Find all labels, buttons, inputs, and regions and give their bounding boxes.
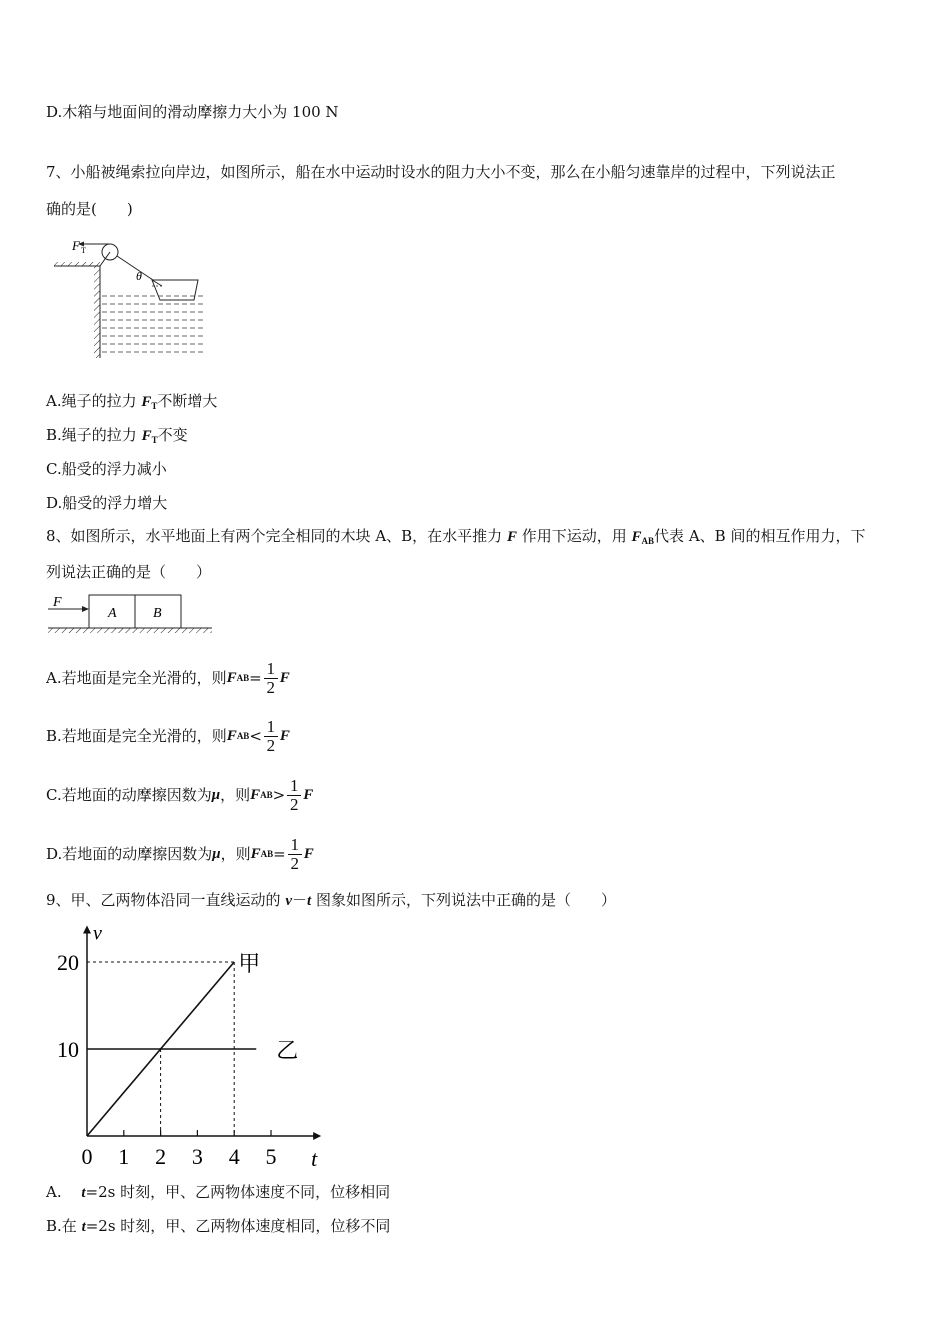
q8-option-a-tail: F — [279, 670, 290, 686]
q8-option-c-rel: > — [272, 786, 286, 804]
q7-stem-line2 — [46, 199, 133, 219]
q8-stem-a: 8、如图所示，水平地面上有两个完全相同的木块 A、B，在水平推力 — [46, 527, 507, 545]
q8-stem-line2 — [46, 562, 211, 582]
q7-wall-hatch — [94, 266, 100, 358]
q8-stem-text2: 列说法正确的是（ ） — [46, 563, 212, 581]
q8-option-d-mu: μ — [212, 846, 221, 862]
q7-option-b-prefix: B.绳子的拉力 — [46, 426, 142, 444]
q8-option-b-prefix: B.若地面是完全光滑的，则 — [46, 727, 227, 745]
x-tick-label: 2 — [155, 1144, 167, 1169]
q8-option-b-sub: AB — [236, 731, 250, 741]
q7-option-a-sub: T — [151, 401, 158, 411]
x-tick-label: 1 — [118, 1144, 130, 1169]
q7-angle-label: θ — [136, 269, 142, 283]
q9-option-b — [46, 1216, 390, 1237]
q8-stem-sub: AB — [641, 536, 655, 546]
q8-option-d-mid: ，则 — [220, 845, 251, 863]
q8-stem-line1 — [46, 526, 865, 551]
q8-option-a-prefix: A.若地面是完全光滑的，则 — [46, 669, 227, 687]
q9-vt-chart — [40, 920, 340, 1170]
q8-stem-b: 作用下运动，用 — [516, 527, 632, 545]
q8-blocks-figure — [46, 592, 216, 638]
q8-option-b-fraction — [264, 718, 278, 755]
x-axis-arrow — [313, 1132, 321, 1140]
fraction-numerator: 1 — [266, 716, 276, 736]
q7-water — [102, 296, 206, 352]
q9-option-a — [46, 1182, 390, 1203]
q7-option-c-text: C.船受的浮力减小 — [46, 460, 167, 478]
q7-option-d-text: D.船受的浮力增大 — [46, 494, 168, 512]
q7-stem-text1: 7、小船被绳索拉向岸边，如图所示，船在水中运动时设水的阻力大小不变，那么在小船匀速靠岸的过程中，下列说法正 — [46, 163, 836, 181]
q8-option-c-mu: μ — [211, 787, 221, 803]
x-tick-label: 5 — [265, 1144, 277, 1169]
fraction-denominator: 2 — [290, 853, 299, 873]
q8-option-d-sub: AB — [260, 849, 274, 859]
q8-option-d-var: F — [250, 846, 261, 862]
q7-option-a — [46, 391, 217, 416]
q7-force-label: F — [72, 238, 80, 253]
q8-option-c-mid: ，则 — [220, 786, 251, 804]
q8-option-a-sub: AB — [236, 673, 250, 683]
q9-option-b-prefix: B.在 — [46, 1217, 82, 1235]
x-axis-label: t — [311, 1146, 318, 1170]
q8-option-d-rel: = — [273, 845, 286, 863]
q8-option-d-prefix: D.若地面的动摩擦因数为 — [46, 845, 213, 863]
q8-option-c-sub: AB — [260, 790, 273, 800]
y-tick-label: 10 — [57, 1037, 79, 1062]
q9-option-a-var: t — [81, 1185, 86, 1201]
q8-force-label: F — [53, 595, 62, 610]
q8-option-c-var: F — [250, 787, 261, 803]
q8-option-a-fraction — [264, 660, 278, 697]
x-tick-label: 3 — [191, 1144, 203, 1169]
q9-stem-v: v — [285, 893, 292, 909]
fraction-denominator: 2 — [266, 677, 275, 697]
q9-stem-dash: － — [292, 891, 308, 909]
fraction-numerator: 1 — [290, 834, 299, 854]
q8-option-c-prefix: C.若地面的动摩擦因数为 — [46, 786, 212, 804]
q9-stem — [46, 890, 616, 911]
q6-option-d — [46, 102, 339, 122]
series-label-1: 甲 — [238, 951, 261, 976]
fraction-denominator: 2 — [266, 735, 276, 755]
q7-option-a-suffix: 不断增大 — [157, 392, 218, 410]
q7-force-sub: T — [81, 246, 86, 255]
q9-option-b-var: t — [81, 1219, 86, 1235]
y-tick-label: 20 — [57, 950, 79, 975]
q8-option-c — [46, 775, 313, 815]
q8-option-a — [46, 658, 290, 698]
q8-option-b-var: F — [226, 728, 237, 744]
x-tick-label: 4 — [228, 1144, 240, 1169]
q8-option-b-rel: < — [249, 727, 262, 745]
q7-option-a-prefix: A.绳子的拉力 — [46, 392, 142, 410]
y-axis-arrow — [83, 926, 91, 934]
fraction-denominator: 2 — [289, 794, 299, 814]
q9-stem-t: t — [307, 893, 312, 909]
q8-option-a-rel: = — [249, 669, 262, 687]
q7-option-b-var: F — [141, 428, 152, 444]
q8-option-c-tail: F — [303, 787, 314, 803]
fraction-numerator: 1 — [289, 775, 299, 795]
y-axis-label: v — [93, 922, 102, 945]
q9-option-a-mid: =2s 时刻，甲、乙两物体速度不同，位移相同 — [85, 1183, 391, 1201]
q8-block-b-label: B — [153, 606, 162, 621]
q7-option-b-sub: T — [151, 435, 158, 445]
q7-option-d — [46, 493, 167, 513]
q8-stem-c: 代表 A、B 间的相互作用力，下 — [654, 527, 866, 545]
x-tick-label: 0 — [81, 1144, 93, 1169]
q8-option-d — [46, 834, 314, 874]
q9-stem-a: 9、甲、乙两物体沿同一直线运动的 — [46, 891, 286, 909]
series-label-2: 乙 — [276, 1038, 299, 1063]
q7-stem-line1 — [46, 162, 836, 182]
q8-option-b — [46, 716, 290, 756]
q9-stem-b: 图象如图所示，下列说法中正确的是（ ） — [311, 891, 616, 909]
q7-option-b — [46, 425, 188, 450]
fraction-numerator: 1 — [266, 658, 275, 678]
q6-option-d-text: D.木箱与地面间的滑动摩擦力大小为 100 N — [46, 103, 339, 121]
q7-ground-hatch — [54, 262, 100, 266]
q8-block-a-label: A — [108, 606, 117, 621]
q8-option-d-fraction — [288, 836, 302, 873]
q9-option-b-mid: =2s 时刻，甲、乙两物体速度相同，位移不同 — [85, 1217, 391, 1235]
q8-stem-fab: F — [631, 529, 642, 545]
q8-stem-f: F — [506, 529, 517, 545]
q7-option-c — [46, 459, 167, 479]
q7-option-b-suffix: 不变 — [157, 426, 188, 444]
q8-option-d-tail: F — [303, 846, 314, 862]
q8-option-b-tail: F — [279, 728, 290, 744]
q7-boat — [152, 280, 198, 300]
q9-option-a-prefix: A. — [46, 1183, 82, 1201]
q7-boat-figure — [48, 236, 210, 362]
q8-option-a-var: F — [226, 670, 237, 686]
q8-option-c-fraction — [287, 777, 301, 814]
q7-stem-text2: 确的是( ) — [46, 200, 133, 218]
q7-option-a-var: F — [141, 394, 152, 410]
q8-ground-hatch — [48, 628, 212, 633]
